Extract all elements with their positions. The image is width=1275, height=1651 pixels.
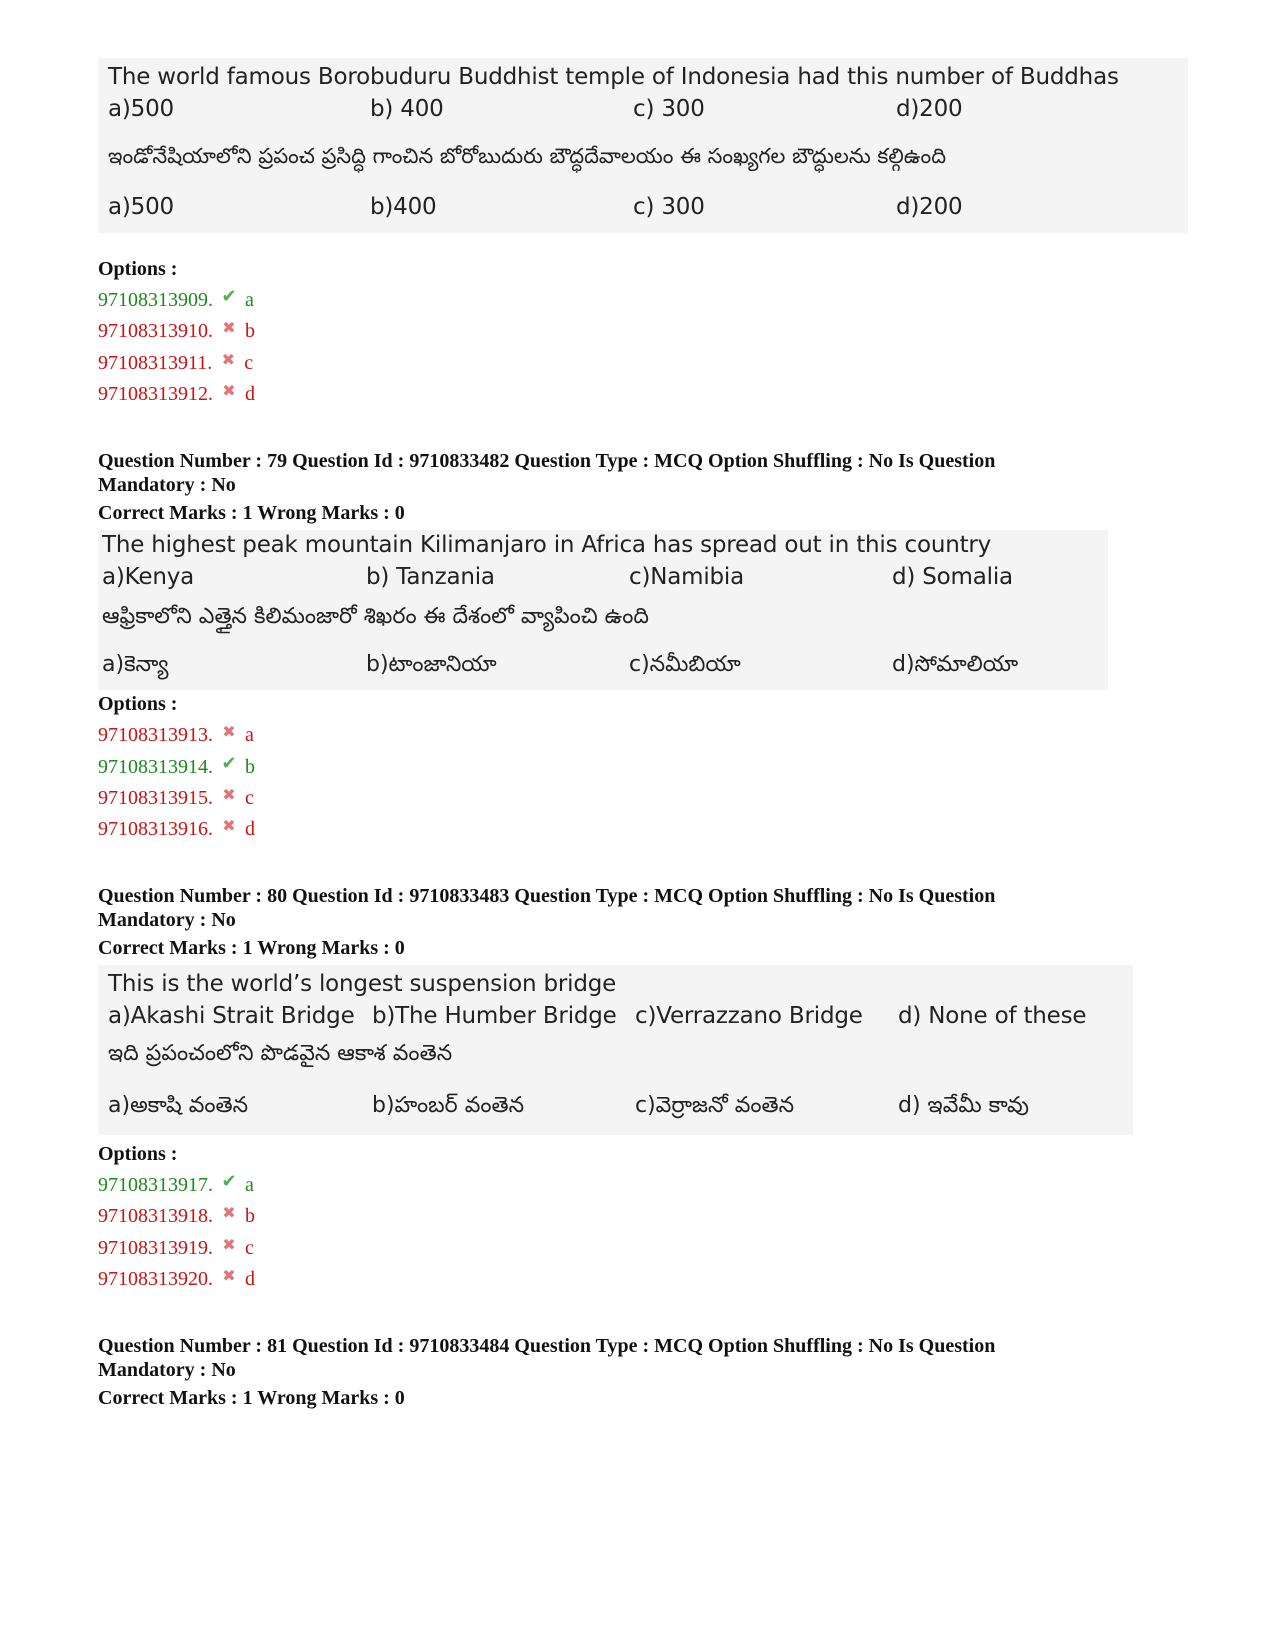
choice-te-a: a)అకాషి వంతెన — [108, 1093, 249, 1118]
cross-icon: ✖ — [222, 383, 236, 400]
choice-te-c: c)నమీబియా — [629, 652, 741, 677]
cross-icon: ✖ — [221, 352, 235, 369]
options-label: Options : — [98, 693, 178, 715]
cross-icon: ✖ — [222, 1205, 236, 1222]
check-icon: ✔ — [221, 753, 237, 773]
question-marks: Correct Marks : 1 Wrong Marks : 0 — [98, 1387, 405, 1409]
option-letter: b — [245, 756, 255, 778]
option-letter: c — [244, 352, 254, 374]
option-id: 97108313920. — [98, 1268, 213, 1290]
question-marks: Correct Marks : 1 Wrong Marks : 0 — [98, 502, 405, 524]
question-header: Question Number : 81 Question Id : 9710833484 Question Type : MCQ Option Shuffling : No Is Question — [98, 1335, 996, 1357]
choice-te-a: a)కెన్యా — [102, 652, 169, 677]
option-id: 97108313909. — [98, 289, 213, 311]
option-id: 97108313912. — [98, 383, 213, 405]
question-header-cont: Mandatory : No — [98, 1359, 236, 1381]
question-text-te: ఆఫ్రికాలోని ఎత్తైన కిలిమంజారో శిఖరం ఈ దేశంలో వ్యాపించి ఉంది — [102, 604, 649, 629]
option-id: 97108313915. — [98, 787, 213, 809]
choice-en-c: c)Verrazzano Bridge — [635, 1003, 863, 1029]
option-row — [98, 787, 254, 810]
option-letter: a — [245, 289, 254, 311]
option-id: 97108313913. — [98, 724, 213, 746]
choice-te-b: b)టాంజానియా — [366, 652, 497, 677]
choice-en-d: d) None of these — [898, 1003, 1087, 1029]
option-id: 97108313918. — [98, 1205, 213, 1227]
question-marks: Correct Marks : 1 Wrong Marks : 0 — [98, 937, 405, 959]
choice-te-a: a)500 — [108, 194, 174, 220]
choice-en-c: c) 300 — [633, 96, 705, 122]
cross-icon: ✖ — [222, 320, 236, 337]
option-row — [98, 320, 255, 343]
option-letter: a — [245, 724, 254, 746]
option-letter: d — [245, 383, 255, 405]
option-id: 97108313914. — [98, 756, 213, 778]
choice-en-b: b) Tanzania — [366, 564, 495, 590]
option-id: 97108313919. — [98, 1237, 213, 1259]
question-header: Question Number : 79 Question Id : 9710833482 Question Type : MCQ Option Shuffling : No Is Question — [98, 450, 996, 472]
option-letter: b — [245, 1205, 255, 1227]
choice-te-d: d)సోమాలియా — [892, 652, 1019, 677]
option-row — [98, 1171, 254, 1197]
question-header-cont: Mandatory : No — [98, 909, 236, 931]
option-letter: d — [245, 818, 255, 840]
choice-en-a: a)500 — [108, 96, 174, 122]
choice-te-c: c)వెర్రాజనో వంతెన — [635, 1093, 795, 1118]
question-image — [98, 965, 1133, 1135]
question-header-cont: Mandatory : No — [98, 474, 236, 496]
cross-icon: ✖ — [222, 787, 236, 804]
choice-en-d: d) Somalia — [892, 564, 1013, 590]
question-text-te: ఇది ప్రపంచంలోని పొడవైన ఆకాశ వంతెన — [108, 1041, 453, 1066]
choice-en-c: c)Namibia — [629, 564, 744, 590]
option-row — [98, 818, 255, 841]
question-image — [98, 58, 1188, 233]
option-row — [98, 1205, 255, 1228]
option-row — [98, 724, 254, 747]
choice-en-a: a)Kenya — [102, 564, 195, 590]
question-image — [98, 530, 1108, 690]
choice-en-d: d)200 — [896, 96, 963, 122]
question-text-te: ఇండోనేషియాలోని ప్రపంచ ప్రసిద్ధి గాంచిన బోరోబుదురు బౌద్ధదేవాలయం ఈ సంఖ్యగల బౌద్ధులను కల్గిఉంది — [108, 144, 947, 168]
question-text-en: The world famous Borobuduru Buddhist temple of Indonesia had this number of Buddhas — [108, 64, 1119, 90]
choice-te-b: b)400 — [370, 194, 437, 220]
options-label: Options : — [98, 1143, 178, 1165]
choice-en-a: a)Akashi Strait Bridge — [108, 1003, 355, 1029]
question-text-en: This is the world’s longest suspension bridge — [108, 971, 617, 997]
option-letter: b — [245, 320, 255, 342]
option-row — [98, 286, 254, 312]
option-row — [98, 1268, 255, 1291]
option-id: 97108313917. — [98, 1174, 213, 1196]
option-letter: d — [245, 1268, 255, 1290]
options-label: Options : — [98, 258, 178, 280]
choice-en-b: b)The Humber Bridge — [372, 1003, 617, 1029]
cross-icon: ✖ — [222, 1237, 236, 1254]
cross-icon: ✖ — [222, 1268, 236, 1285]
check-icon: ✔ — [221, 1171, 237, 1191]
choice-te-b: b)హంబర్ వంతెన — [372, 1093, 525, 1118]
option-row — [98, 352, 253, 375]
choice-te-d: d)200 — [896, 194, 963, 220]
option-letter: c — [245, 1237, 254, 1259]
option-row — [98, 753, 255, 779]
cross-icon: ✖ — [222, 818, 236, 835]
option-row — [98, 383, 255, 406]
option-letter: a — [245, 1174, 254, 1196]
check-icon: ✔ — [221, 286, 237, 306]
question-header: Question Number : 80 Question Id : 9710833483 Question Type : MCQ Option Shuffling : No Is Question — [98, 885, 996, 907]
cross-icon: ✖ — [222, 724, 236, 741]
choice-te-d: d) ఇవేమీ కావు — [898, 1093, 1029, 1118]
option-id: 97108313910. — [98, 320, 213, 342]
option-id: 97108313916. — [98, 818, 213, 840]
question-text-en: The highest peak mountain Kilimanjaro in Africa has spread out in this country — [102, 532, 992, 558]
option-letter: c — [245, 787, 254, 809]
choice-te-c: c) 300 — [633, 194, 705, 220]
choice-en-b: b) 400 — [370, 96, 444, 122]
option-id: 97108313911. — [98, 352, 213, 374]
option-row — [98, 1237, 254, 1260]
